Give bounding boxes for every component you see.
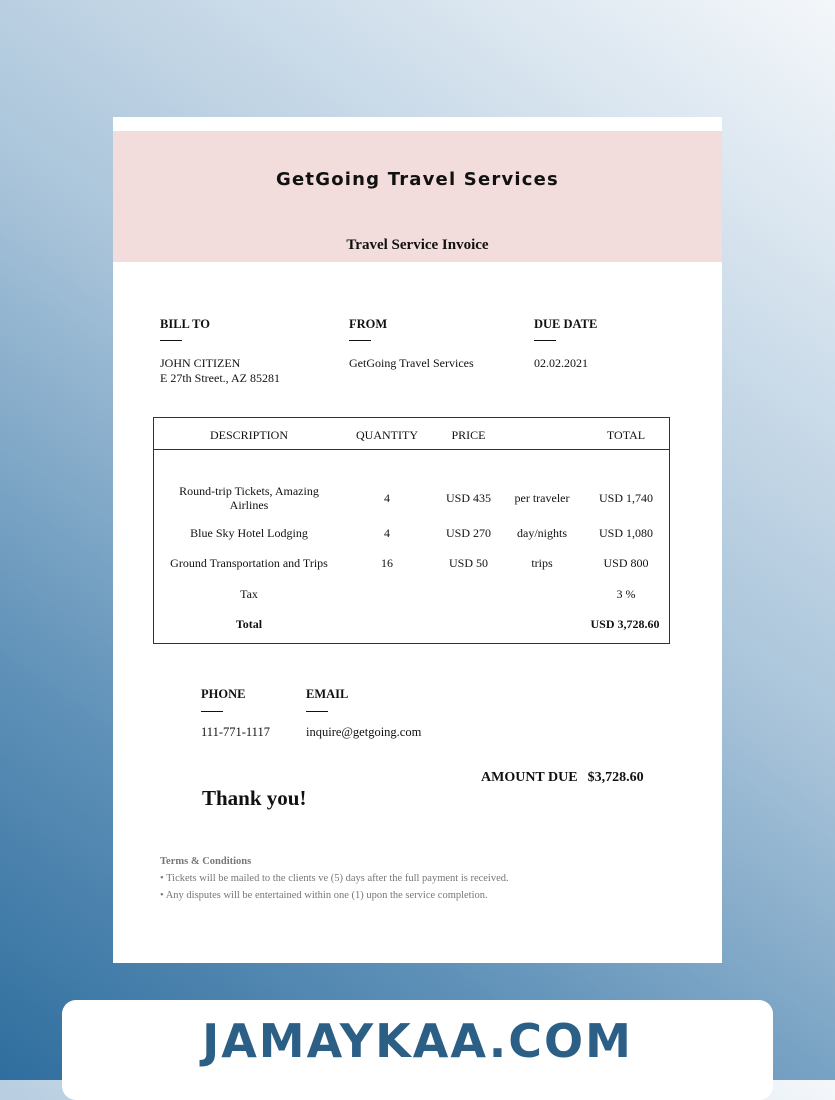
row-price: USD 435 — [445, 491, 491, 505]
divider — [201, 711, 223, 712]
row-description: Ground Transportation and Trips — [170, 556, 328, 570]
due-date-label: DUE DATE — [534, 317, 598, 331]
row-unit: trips — [531, 556, 553, 570]
row-unit: per traveler — [514, 491, 570, 505]
due-date-block — [534, 317, 597, 371]
from-block — [349, 317, 474, 371]
divider — [306, 711, 328, 712]
company-name: GetGoing Travel Services — [276, 169, 559, 190]
email-value: inquire@getgoing.com — [306, 725, 422, 739]
terms-block — [160, 853, 509, 904]
bill-to-label: BILL TO — [160, 317, 210, 331]
bill-to-block — [160, 317, 280, 386]
divider — [349, 340, 371, 341]
header-quantity: QUANTITY — [356, 428, 418, 442]
row-price: USD 270 — [445, 526, 491, 540]
header-total: TOTAL — [606, 428, 646, 442]
divider — [160, 340, 182, 341]
header-price: PRICE — [451, 428, 486, 442]
invoice-sheet — [113, 117, 722, 963]
invoice-title: Travel Service Invoice — [346, 237, 489, 253]
tax-value: 3 % — [616, 587, 636, 601]
thank-you-text: Thank you! — [202, 786, 307, 810]
from-label: FROM — [349, 317, 388, 331]
email-label: EMAIL — [306, 687, 349, 701]
amount-due-value: $3,728.60 — [587, 770, 644, 785]
row-quantity: 4 — [384, 526, 390, 540]
phone-block — [201, 687, 270, 740]
from-value: GetGoing Travel Services — [349, 356, 474, 370]
terms-item: • Any disputes will be entertained within one (1) upon the service completion. — [160, 890, 488, 901]
row-total: USD 1,740 — [598, 491, 653, 505]
divider — [534, 340, 556, 341]
amount-due — [481, 770, 644, 786]
amount-due-label: AMOUNT DUE — [481, 770, 578, 785]
row-unit: day/nights — [517, 526, 567, 540]
total-label: Total — [235, 617, 263, 631]
phone-value: 111-771-1117 — [201, 725, 270, 739]
terms-title: Terms & Conditions — [160, 856, 252, 867]
email-block — [306, 687, 421, 740]
row-price: USD 50 — [448, 556, 488, 570]
watermark-banner — [62, 1000, 773, 1100]
row-total: USD 800 — [603, 556, 649, 570]
terms-item: • Tickets will be mailed to the clients ve (5) days after the full payment is received. — [160, 873, 509, 884]
due-date-value: 02.02.2021 — [534, 356, 588, 370]
tax-label: Tax — [240, 587, 258, 601]
header-band — [113, 131, 722, 262]
watermark-text: JAMAYKAA.COM — [202, 1014, 633, 1068]
header-description: DESCRIPTION — [209, 428, 288, 442]
row-quantity: 16 — [381, 556, 393, 570]
row-total: USD 1,080 — [598, 526, 653, 540]
bill-to-address: E 27th Street., AZ 85281 — [160, 371, 280, 385]
row-quantity: 4 — [384, 491, 390, 505]
header-divider — [154, 449, 669, 450]
row-description: Blue Sky Hotel Lodging — [190, 526, 308, 540]
phone-label: PHONE — [201, 687, 246, 701]
total-value: USD 3,728.60 — [590, 617, 660, 631]
row-description: Round-trip Tickets, Amazing Airlines — [179, 484, 319, 512]
bill-to-name: JOHN CITIZEN — [160, 356, 241, 370]
line-items-table — [153, 417, 670, 644]
